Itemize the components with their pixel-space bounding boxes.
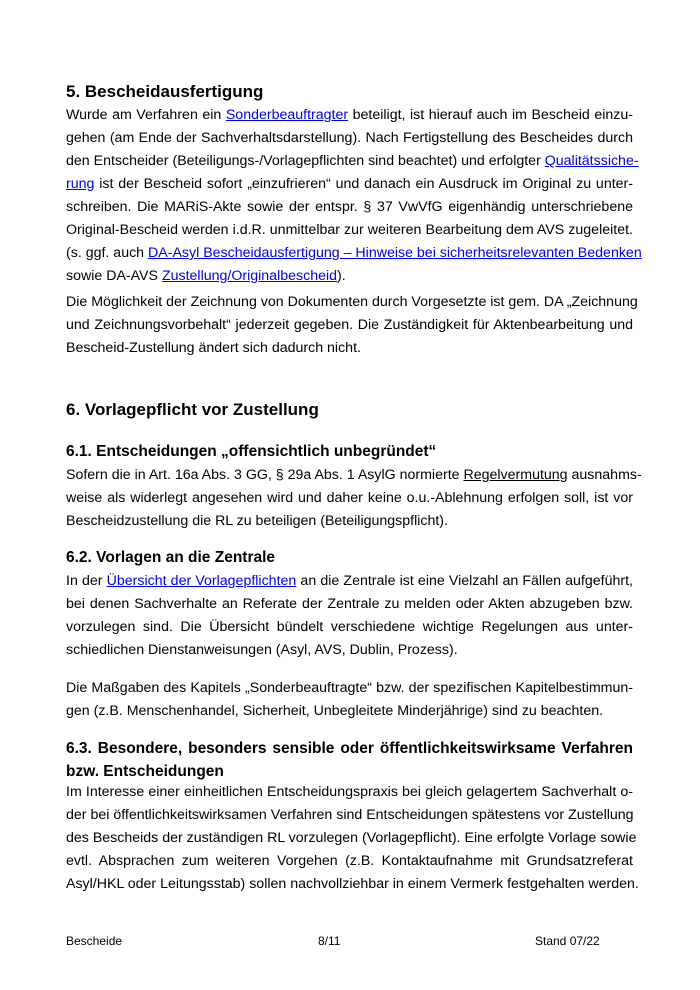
text-line: schiedlichen Dienstanweisungen (Asyl, AVS, Dublin, Prozess). — [66, 642, 458, 658]
text-line: bei denen Sachverhalte an Referate der Zentrale zu melden oder Akten abzugeben bzw. — [66, 596, 633, 612]
text: ). — [337, 268, 346, 284]
text-line — [66, 570, 633, 593]
da-asyl-bescheidausfertigung-link[interactable]: DA-Asyl Bescheidausfertigung – Hinweise bei sicherheitsrelevanten Bedenken — [148, 245, 642, 261]
section-5-heading: 5. Bescheidausfertigung — [66, 82, 264, 101]
text: sowie DA-AVS — [66, 268, 162, 284]
text-line: der bei öffentlichkeitswirksamen Verfahren sind Entscheidungen spätestens vor Zustellung — [66, 807, 634, 823]
section-6-2-heading: 6.2. Vorlagen an die Zentrale — [66, 549, 276, 566]
sonderbeauftragter-link[interactable]: Sonderbeauftragter — [225, 107, 349, 123]
text-line: Bescheid-Zustellung ändert sich dadurch nicht. — [66, 340, 361, 356]
section-6-1-heading: 6.1. Entscheidungen „offensichtlich unbegründet“ — [66, 443, 437, 460]
text: den Entscheider (Beteiligungs-/Vorlagepflichten sind beachtet) und erfolgter — [66, 153, 545, 169]
section-6-3-heading: 6.3. Besondere, besonders sensible oder öffentlichkeitswirksame Verfahren — [66, 740, 633, 757]
section-6-1-paragraph — [66, 464, 642, 533]
footer-left: Bescheide — [66, 934, 123, 948]
text-line: des Bescheids der zuständigen RL vorzulegen (Vorlagepflicht). Eine erfolgte Vorlage sowie — [66, 830, 637, 846]
text-line: Im Interesse einer einheitlichen Entscheidungspraxis bei gleich gelagertem Sachverhalt o- — [66, 784, 633, 800]
section-6-2-paragraph-1 — [66, 570, 633, 662]
text: Sofern die in Art. 16a Abs. 3 GG, § 29a Abs. 1 AsylG normierte — [66, 467, 464, 483]
regelvermutung-underlined: Regelvermutung — [463, 467, 568, 483]
text: an die Zentrale ist eine Vielzahl an Fällen aufgeführt, — [296, 573, 633, 589]
text-line: gen (z.B. Menschenhandel, Sicherheit, Unbegleitete Minderjährige) sind zu beachten. — [66, 703, 604, 719]
text-line: Asyl/HKL oder Leitungsstab) sollen nachvollziehbar in einem Vermerk festgehalten werden. — [66, 876, 639, 892]
text: beteiligt, ist hierauf auch im Bescheid einzu- — [348, 107, 633, 123]
footer-right: Stand 07/22 — [535, 934, 600, 948]
qualitaetssicherung-link-cont[interactable]: rung — [66, 176, 95, 192]
text-line: Die Maßgaben des Kapitels „Sonderbeauftragte“ bzw. der spezifischen Kapitelbestimmun- — [66, 680, 633, 696]
text: Wurde am Verfahren ein — [66, 107, 226, 123]
section-6-3-heading-cont: bzw. Entscheidungen — [66, 763, 224, 780]
zustellung-originalbescheid-link[interactable]: Zustellung/Originalbescheid — [161, 268, 338, 284]
text: ist der Bescheid sofort „einzufrieren“ und danach ein Ausdruck im Original zu unter- — [94, 176, 633, 192]
text: ausnahms- — [567, 467, 642, 483]
text-line — [66, 242, 642, 265]
section-5-paragraph-1 — [66, 104, 642, 288]
text-line: evtl. Absprachen zum weiteren Vorgehen (z.B. Kontaktaufnahme mit Grundsatzreferat — [66, 853, 633, 869]
text-line — [66, 104, 633, 127]
text-line: schreiben. Die MARiS-Akte sowie der entspr. § 37 VwVfG eigenhändig unterschriebene — [66, 199, 633, 215]
text-line: Bescheidzustellung die RL zu beteiligen (Beteiligungspflicht). — [66, 513, 448, 529]
text: (s. ggf. auch — [66, 245, 149, 261]
text-line — [66, 150, 639, 173]
text-line: Original-Bescheid werden i.d.R. unmittelbar zur weiteren Bearbeitung dem AVS zugeleitet. — [66, 222, 633, 238]
footer-page-number: 8/11 — [318, 934, 341, 948]
uebersicht-vorlagepflichten-link[interactable]: Übersicht der Vorlagepflichten — [106, 573, 297, 589]
text-line: gehen (am Ende der Sachverhaltsdarstellung). Nach Fertigstellung des Bescheides durch — [66, 130, 633, 146]
section-6-2-paragraph-2 — [66, 677, 633, 723]
text-line: vorzulegen sind. Die Übersicht bündelt verschiedene wichtige Regelungen aus unter- — [66, 619, 633, 635]
text-line — [66, 265, 633, 288]
section-6-3-paragraph — [66, 781, 639, 896]
text-line: Die Möglichkeit der Zeichnung von Dokumenten durch Vorgesetzte ist gem. DA „Zeichnung — [66, 294, 638, 310]
text-line — [66, 464, 642, 487]
qualitaetssicherung-link[interactable]: Qualitätssiche- — [544, 153, 639, 169]
text: In der — [66, 573, 107, 589]
section-6-heading: 6. Vorlagepflicht vor Zustellung — [66, 400, 319, 419]
section-5-paragraph-2 — [66, 291, 638, 360]
text-line: weise als widerlegt angesehen wird und daher keine o.u.-Ablehnung erfolgen soll, ist vor — [66, 490, 633, 506]
text-line — [66, 173, 633, 196]
text-line: und Zeichnungsvorbehalt“ jederzeit gegeben. Die Zuständigkeit für Aktenbearbeitung und — [66, 317, 633, 333]
